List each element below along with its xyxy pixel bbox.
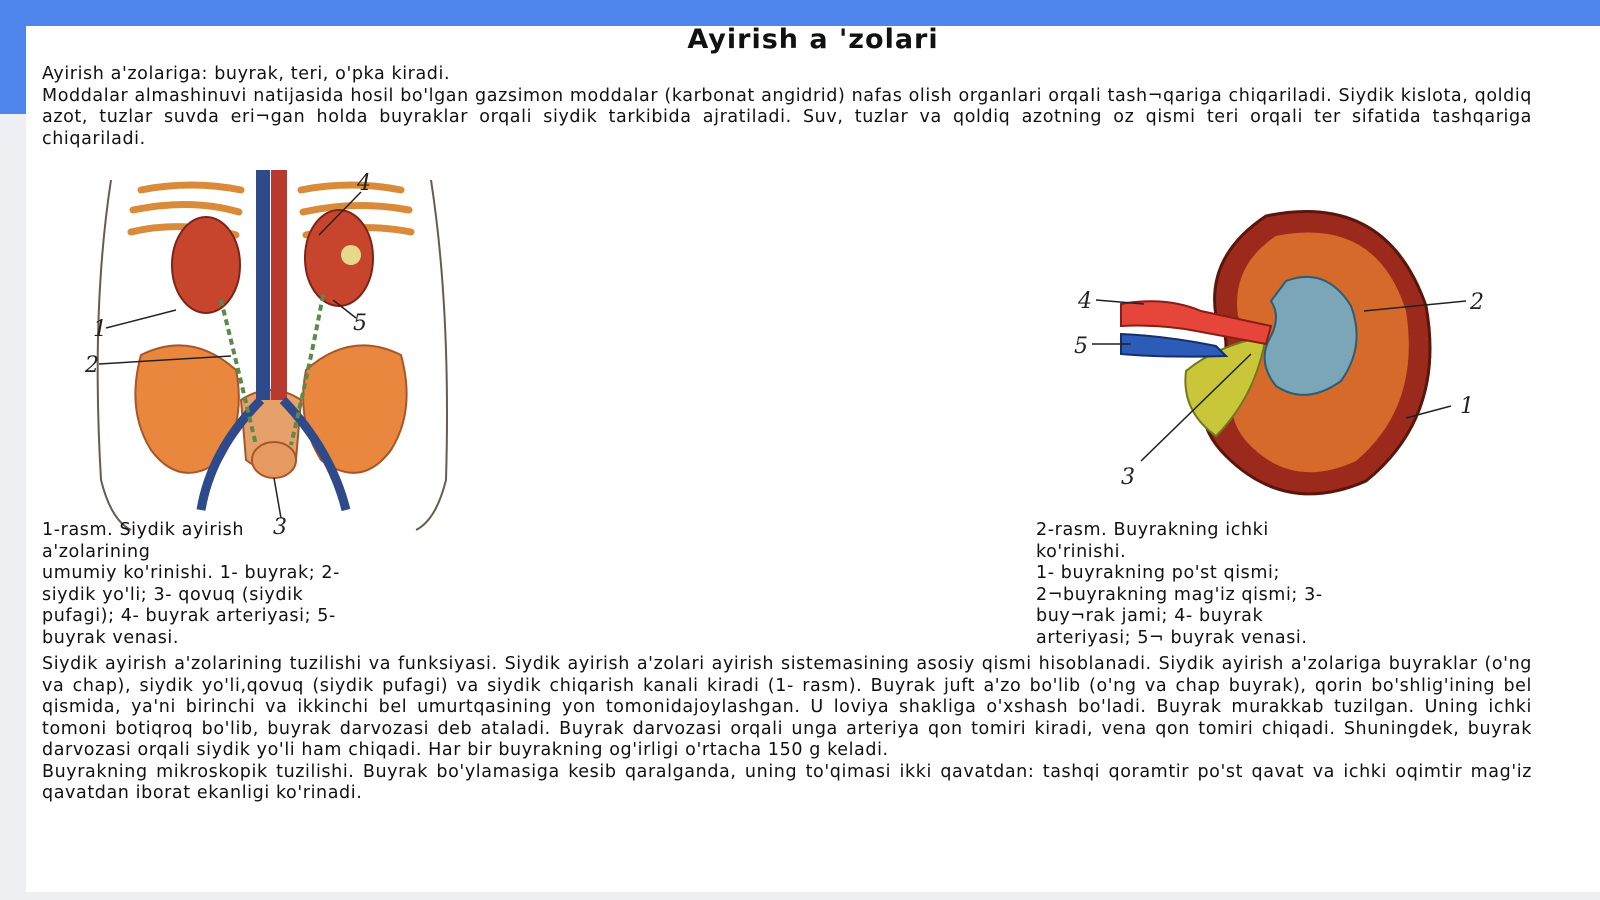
figure1-caption-line: umumiy ko'rinishi. 1- buyrak; 2- <box>42 563 341 583</box>
body-paragraph-microscopic: Buyrakning mikroskopik tuzilishi. Buyrak bo'ylamasiga kesib qaralganda, uning to'qimasi ikki qavatdan: tashqi qoramtir po'st qavat va ichki oqimtir mag'iz qavatdan iborat ekanligi ko'rinadi. <box>42 761 1532 803</box>
figure1-caption-line: a'zolarining <box>42 541 151 562</box>
body-paragraph-structure: Siydik ayirish a'zolarining tuzilishi va funksiyasi. Siydik ayirish a'zolari ayirish sistemasining asosiy qismi hisoblanadi. Siydik ayirish a'zolariga buyraklar (o'ng va chap), siydik yo'li,qovuq (siydik pufagi) va siydik chiqarish kanali kiradi (1- rasm). Buyrak juft a'zo bo'lib (o'ng va chap buyrak), qorin bo'shlig'ining bel qismida, ya'ni birinchi va ikkinchi bel umurtqasining yon tomonidajoylashgan. U loviya shakliga o'xshash bo'ladi. Buyrak murakkab tuzilgan. Uning ichki tomoni botiqroq bo'lib, buyrak darvozasi deb ataladi. Buyrak darvozasi orqali unga arteriya qon tomiri kiradi, vena qon tomiri chiqadi. Shuningdek, buyrak darvozasi orqali siydik yo'li ham chiqadi. Har bir buyrakning og'irligi o'rtacha 150 g keladi. <box>42 654 1532 760</box>
intro-section <box>42 64 1532 150</box>
figure1-label-2: 2 <box>85 353 99 378</box>
figure2-caption-line: arteriyasi; 5¬ buyrak venasi. <box>1036 627 1308 648</box>
figure2-caption-line: 2¬buyrakning mag'iz qismi; 3- <box>1036 584 1323 605</box>
figure1-label-1: 1 <box>93 317 107 342</box>
figure2-caption-line: buy¬rak jami; 4- buyrak <box>1036 606 1264 626</box>
figure1-caption-line: buyrak venasi. <box>42 627 180 648</box>
intro-line-1: Ayirish a'zolariga: buyrak, teri, o'pka kiradi. <box>42 64 451 84</box>
left-accent-bar <box>0 26 26 114</box>
figure1-caption <box>42 520 472 649</box>
figure1-caption-line: 1-rasm. Siydik ayirish <box>42 520 245 540</box>
figure1-caption-line: pufagi); 4- buyrak arteriyasi; 5- <box>42 606 336 626</box>
figure2-label-1: 1 <box>1460 394 1474 419</box>
slide-page <box>26 26 1600 892</box>
figure2-caption-line: 1- buyrakning po'st qismi; <box>1036 563 1280 583</box>
page-title: Ayirish a 'zolari <box>687 24 939 55</box>
figure2-label-5: 5 <box>1074 334 1088 359</box>
kidney-section-illustration <box>1066 196 1526 516</box>
figure2-label-3: 3 <box>1121 465 1135 490</box>
figure1-label-4: 4 <box>357 171 371 196</box>
figure2-caption-line: ko'rinishi. <box>1036 541 1127 562</box>
figure2-label-2: 2 <box>1470 290 1484 315</box>
body-section <box>42 654 1532 805</box>
urinary-system-illustration <box>71 160 466 540</box>
figure1-label-5: 5 <box>353 311 367 336</box>
figure2-label-4: 4 <box>1078 289 1092 314</box>
top-accent-bar <box>0 0 1600 26</box>
intro-paragraph: Moddalar almashinuvi natijasida hosil bo'lgan gazsimon moddalar (karbonat angidrid) nafas olish organlari orqaIi tash¬qariga chiqariladi. Siydik kislota, qoldiq azot, tuzlar suvda eri¬gan holda buyraklar orqali siydik tarkibida ajratiladi. Suv, tuzlar va qoldiq azotning oz qismi teri orqali ter sifatida tashqariga chiqariladi. <box>42 85 1532 149</box>
figure2-caption-line: 2-rasm. Buyrakning ichki <box>1036 520 1269 540</box>
figure1-label-3: 3 <box>273 515 287 540</box>
figure2-caption <box>1036 520 1456 649</box>
figure1-caption-line: siydik yo'li; 3- qovuq (siydik <box>42 584 304 605</box>
